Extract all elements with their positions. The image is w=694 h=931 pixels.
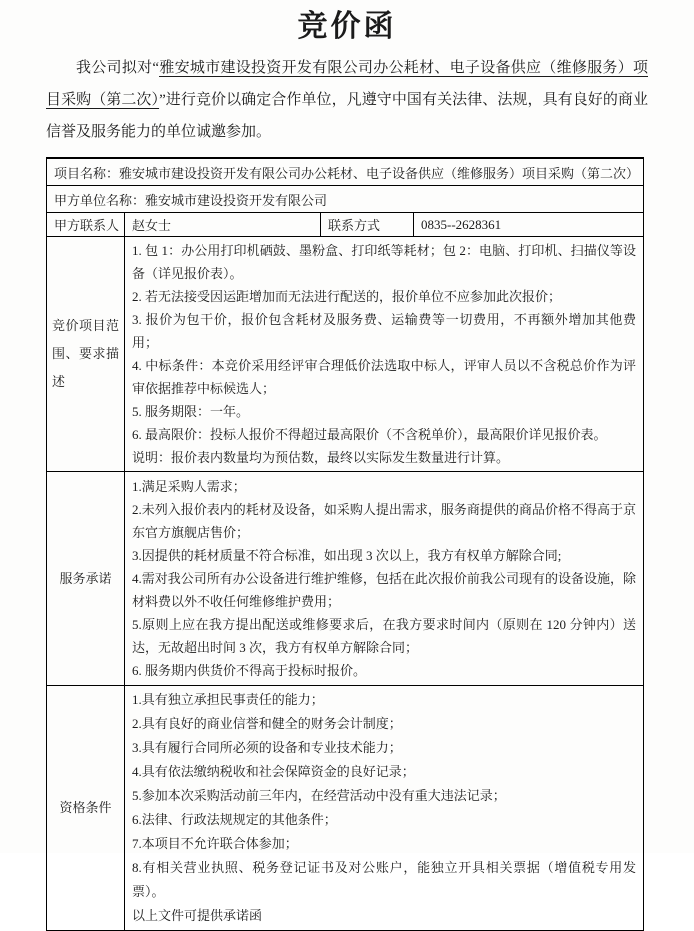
qualification-item: 4.具有依法缴纳税收和社会保障资金的良好记录； bbox=[132, 764, 415, 779]
contact-row bbox=[47, 213, 644, 237]
page-title: 竞价函 bbox=[297, 10, 397, 43]
scope-item: 6. 最高限价：投标人报价不得超过最高限价（不含税单价），最高限价详见报价表。 bbox=[132, 427, 607, 442]
qualification-item: 6.法律、行政法规规定的其他条件； bbox=[132, 812, 337, 827]
intro-paragraph bbox=[46, 52, 648, 148]
service-item: 3.因提供的耗材质量不符合标准，如出现 3 次以上，我方有权单方解除合同; bbox=[132, 548, 562, 563]
contact-method-label-cell: 联系方式 bbox=[321, 213, 414, 237]
contact-label-cell: 甲方联系人 bbox=[47, 213, 125, 237]
service-item: 5.原则上应在我方提出配送或维修要求后，在我方要求时间内（原则在 120 分钟内）送达，无故超出时间 3 次，我方有权单方解除合同； bbox=[132, 617, 637, 655]
service-item: 2.未列入报价表内的耗材及设备，如采购人提出需求，服务商提供的商品价格不得高于京东官方旗舰店售价； bbox=[132, 502, 637, 540]
scope-section-label: 竞价项目范围、要求描述 bbox=[47, 237, 125, 472]
qualification-item: 5.参加本次采购活动前三年内，在经营活动中没有重大违法记录； bbox=[132, 788, 506, 803]
scope-item: 2. 若无法接受因运距增加而无法进行配送的，报价单位不应参加此次报价； bbox=[132, 289, 562, 304]
qualification-item: 3.具有履行合同所必须的设备和专业技术能力； bbox=[132, 740, 402, 755]
qualification-item: 7.本项目不允许联合体参加； bbox=[132, 836, 298, 851]
contact-name-cell: 赵女士 bbox=[125, 213, 321, 237]
scope-note: 说明：报价表内数量均为预估数，最终以实际发生数量进行计算。 bbox=[132, 450, 510, 465]
intro-prefix: 我公司拟对“ bbox=[76, 60, 160, 76]
service-item: 6. 服务期内供货价不得高于投标时报价。 bbox=[132, 663, 367, 678]
qualification-item: 8.有相关营业执照、税务登记证书及对公账户，能独立开具相关票据（增值税专用发票）。 bbox=[132, 860, 637, 899]
qualification-section-content bbox=[125, 686, 644, 931]
project-name-cell: 项目名称：雅安城市建设投资开发有限公司办公耗材、电子设备供应（维修服务）项目采购（第二次） bbox=[47, 158, 644, 186]
scope-item: 1. 包 1：办公用打印机硒鼓、墨粉盒、打印纸等耗材；包 2：电脑、打印机、扫描仪等设备（详见报价表）。 bbox=[132, 243, 637, 281]
service-section-label: 服务承诺 bbox=[47, 472, 125, 686]
scope-section-content bbox=[125, 237, 644, 472]
qualification-section-row bbox=[47, 686, 644, 931]
service-item: 4.需对我公司所有办公设备进行维护维修，包括在此次报价前我公司现有的设备设施，除材料费以外不收任何维修维护费用； bbox=[132, 571, 637, 609]
service-item: 1.满足采购人需求； bbox=[132, 479, 246, 494]
org-name-row bbox=[47, 186, 644, 213]
org-name-cell: 甲方单位名称：雅安城市建设投资开发有限公司 bbox=[47, 186, 644, 213]
contact-phone-cell: 0835--2628361 bbox=[414, 213, 644, 237]
bid-info-table bbox=[46, 157, 644, 931]
service-section-content bbox=[125, 472, 644, 686]
intro-project-name-underlined: 雅安城市建设投资开发有限公司办公耗材、电子设备供应（维修服务）项目采购（第二次） bbox=[46, 60, 648, 108]
scope-section-row bbox=[47, 237, 644, 472]
qualification-item: 2.具有良好的商业信誉和健全的财务会计制度； bbox=[132, 716, 402, 731]
project-name-row bbox=[47, 158, 644, 186]
scope-item: 4. 中标条件：本竞价采用经评审合理低价法选取中标人，评审人员以不含税总价作为评审依据推荐中标候选人； bbox=[132, 358, 637, 396]
intro-suffix: ”进行竞价以确定合作单位，凡遵守中国有关法律、法规，具有良好的商业信誉及服务能力的单位诚邀参加。 bbox=[46, 92, 648, 140]
qualification-footnote: 以上文件可提供承诺函 bbox=[132, 908, 263, 923]
qualification-item: 1.具有独立承担民事责任的能力； bbox=[132, 692, 324, 707]
qualification-section-label: 资格条件 bbox=[47, 686, 125, 931]
scope-item: 5. 服务期限：一年。 bbox=[132, 404, 250, 419]
scope-item: 3. 报价为包干价，报价包含耗材及服务费、运输费等一切费用，不再额外增加其他费用； bbox=[132, 312, 637, 350]
service-section-row bbox=[47, 472, 644, 686]
